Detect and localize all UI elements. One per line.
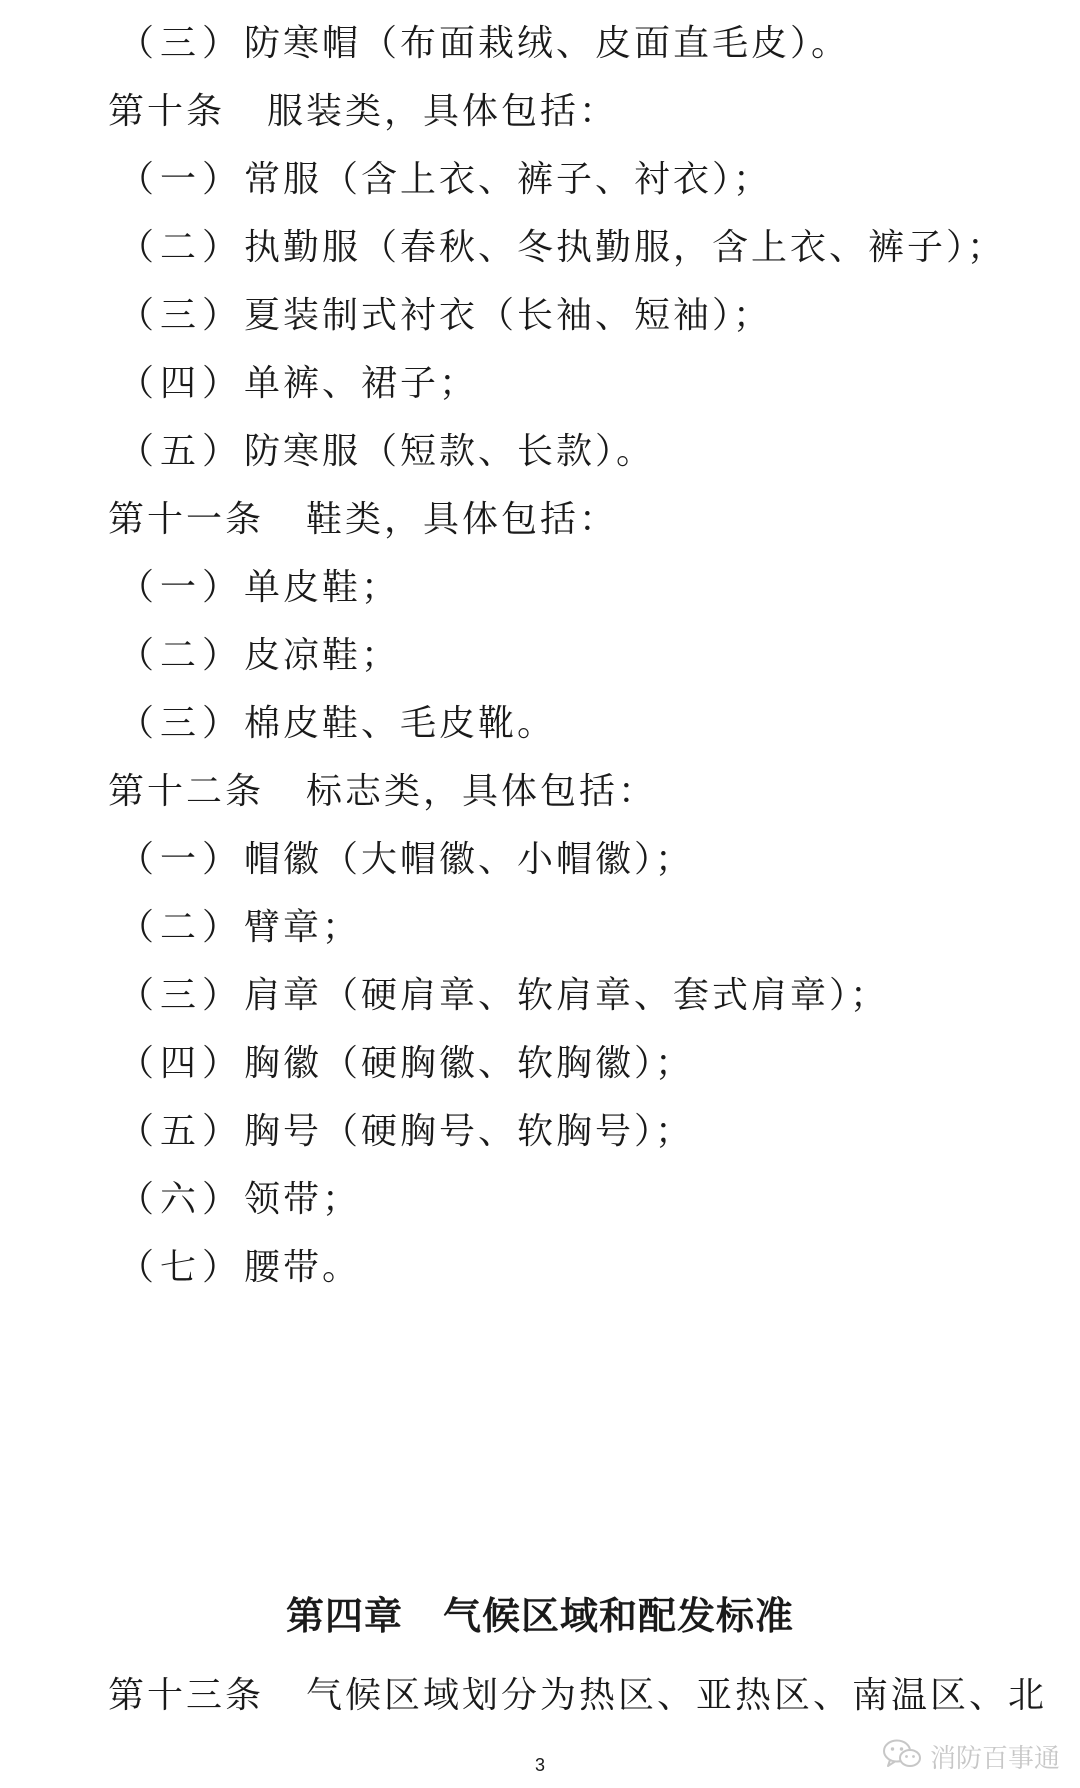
list-item: （七）腰带。: [118, 1247, 362, 1288]
list-item: （二）皮凉鞋；: [118, 635, 401, 676]
list-item: （一）单皮鞋；: [118, 567, 401, 608]
list-item: （一）帽徽（大帽徽、小帽徽）；: [118, 839, 695, 880]
list-item: （五）胸号（硬胸号、软胸号）；: [118, 1111, 695, 1152]
watermark-text: 消防百事通: [929, 1743, 1060, 1774]
watermark: [882, 1738, 1060, 1774]
list-item: （五）防寒服（短款、长款）。: [118, 431, 656, 472]
list-item: （一）常服（含上衣、裤子、衬衣）；: [118, 159, 773, 200]
list-item: （三）防寒帽（布面栽绒、皮面直毛皮）。: [118, 23, 851, 64]
article-heading: 第十二条 标志类，具体包括：: [108, 771, 658, 812]
article-heading: 第十条 服装类，具体包括：: [108, 91, 619, 132]
list-item: （三）棉皮鞋、毛皮靴。: [118, 703, 557, 744]
article-heading: 第十一条 鞋类，具体包括：: [108, 499, 619, 540]
page-number: 3: [534, 1755, 545, 1775]
list-item: （二）臂章；: [118, 907, 362, 948]
list-item: （三）夏装制式衬衣（长袖、短袖）；: [118, 295, 773, 336]
list-item: （二）执勤服（春秋、冬执勤服，含上衣、裤子）；: [118, 227, 1007, 268]
article-heading: 第十三条 气候区域划分为热区、亚热区、南温区、北: [108, 1675, 1048, 1716]
list-item: （六）领带；: [118, 1179, 362, 1220]
wechat-icon: [882, 1738, 922, 1774]
list-item: （三）肩章（硬肩章、软肩章、套式肩章）；: [118, 975, 890, 1016]
list-item: （四）单裤、裙子；: [118, 363, 479, 404]
list-item: （四）胸徽（硬胸徽、软胸徽）；: [118, 1043, 695, 1084]
chapter-heading: 第四章 气候区域和配发标准: [285, 1594, 795, 1638]
